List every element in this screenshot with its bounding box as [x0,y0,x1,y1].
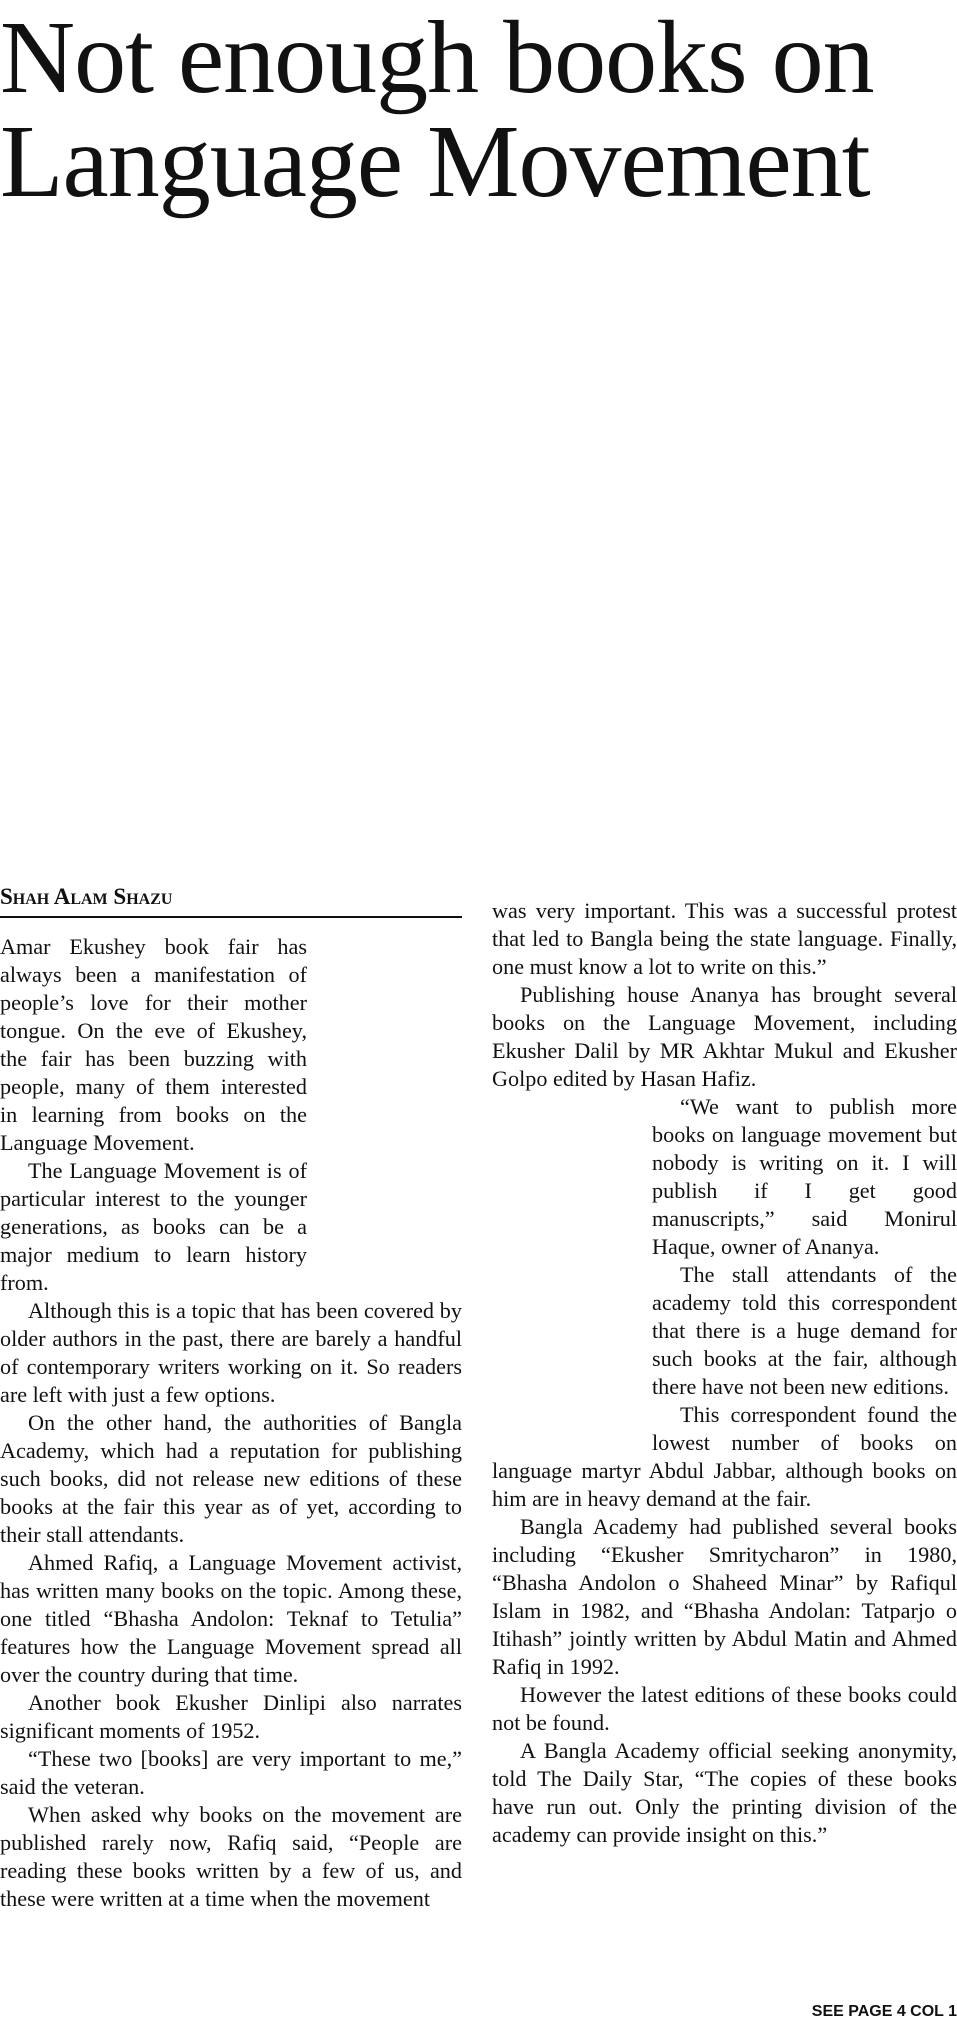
right-column [492,897,957,2007]
paragraph: Ahmed Rafiq, a Language Movement activist, has written many books on the topic. Among these, one titled “Bhasha Andolon: Teknaf to Tetulia” features how the Language Movement spread all over the country during that time. [0,1550,462,1687]
paragraph: This correspondent found the lowest number of books on language martyr Abdul Jabbar, although books on him are in heavy demand at the fair. [492,1402,957,1511]
paragraph: Publishing house Ananya has brought several books on the Language Movement, including Ekusher Dalil by MR Akhtar Mukul and Ekusher Golpo edited by Hasan Hafiz. [492,982,957,1091]
right-column-cutout [492,1093,652,1433]
paragraph: Amar Ekushey book fair has always been a manifestation of people’s love for their mother tongue. On the eve of Ekushey, the fair has been buzzing with people, many of them interested in learning from books on the Language Movement. [0,934,307,1155]
paragraph: However the latest editions of these books could not be found. [492,1682,957,1735]
paragraph: Although this is a topic that has been covered by older authors in the past, there are barely a handful of contemporary writers working on it. So readers are left with just a few options. [0,1298,462,1407]
paragraph: The Language Movement is of particular interest to the younger generations, as books can be a major medium to learn history from. [0,1158,307,1295]
paragraph: When asked why books on the movement are published rarely now, Rafiq said, “People are reading these books written by a few of us, and these were written at a time when the movement [0,1802,462,1911]
paragraph: “We want to publish more books on language movement but nobody is writing on it. I will publish if I get good manuscripts,” said Monirul Haque, owner of Ananya. [652,1094,957,1259]
paragraph: The stall attendants of the academy told this correspondent that there is a huge demand for such books at the fair, although there have not been new editions. [652,1262,957,1399]
photo-placeholder [0,230,957,870]
continued-jump-line: SEE PAGE 4 COL 1 [811,2003,957,2020]
paragraph: “These two [books] are very important to me,” said the veteran. [0,1746,462,1799]
paragraph: On the other hand, the authorities of Bangla Academy, which had a reputation for publishing such books, did not release new editions of these books at the fair this year as of yet, according to their stall attendants. [0,1410,462,1547]
headline: Not enough books on Language Movement [0,0,874,219]
paragraph: Another book Ekusher Dinlipi also narrates significant moments of 1952. [0,1690,462,1743]
paragraph: was very important. This was a successful protest that led to Bangla being the state language. Finally, one must know a lot to write on this.” [492,898,957,979]
left-column-cutout [307,933,462,1293]
paragraph: A Bangla Academy official seeking anonymity, told The Daily Star, “The copies of these books have run out. Only the printing division of the academy can provide insight on this.” [492,1738,957,1847]
left-column [0,933,462,2025]
byline: Shah Alam Shazu [0,884,462,918]
paragraph: Bangla Academy had published several books including “Ekusher Smritycharon” in 1980, “Bhasha Andolon o Shaheed Minar” by Rafiqul Islam in 1982, and “Bhasha Andolan: Tatparjo o Itihash” jointly written by Abdul Matin and Ahmed Rafiq in 1992. [492,1514,957,1679]
